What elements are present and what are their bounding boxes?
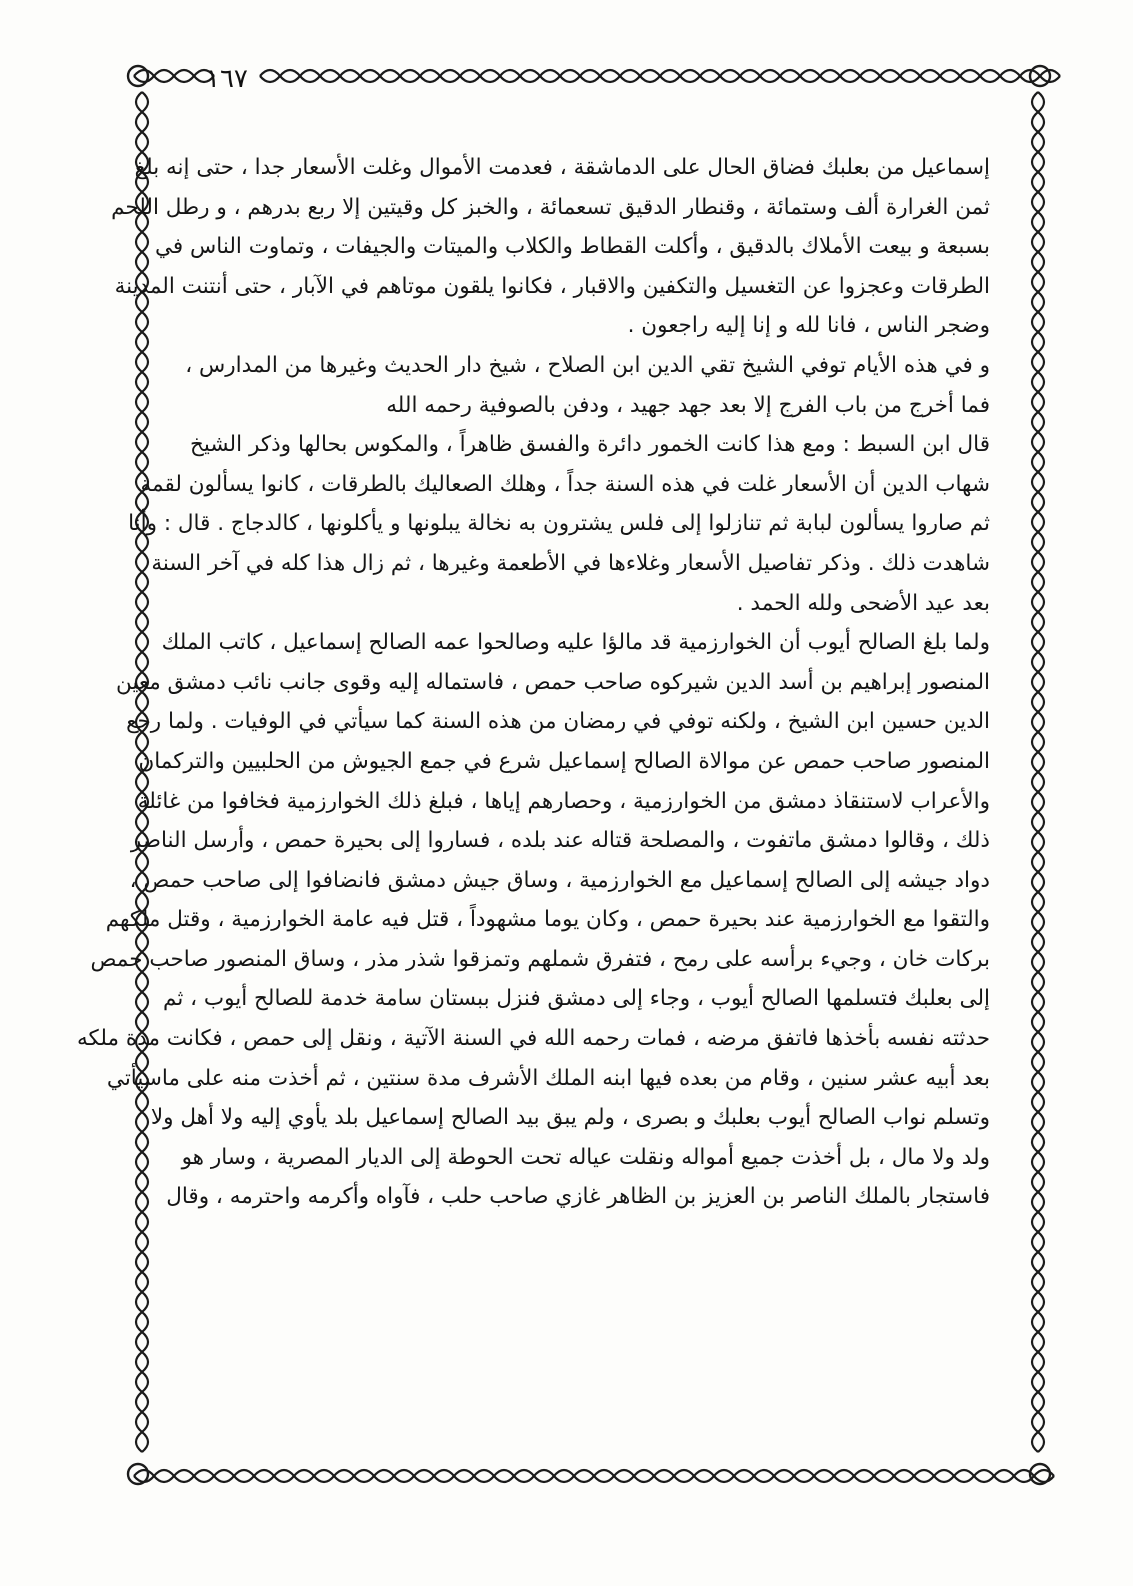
text-line: دواد جيشه إلى الصالح إسماعيل مع الخوارزمية ، وساق جيش دمشق فانضافوا إلى صاحب حمص ، [129,867,990,893]
border-chain-link [136,1332,148,1372]
text-line: ثمن الغرارة ألف وستمائة ، وقنطار الدقيق تسعمائة ، والخبز كل وقيتين إلا ربع بدرهم ، و رطل اللحم [111,194,990,220]
border-chain-link [1020,70,1060,82]
text-line: الدين حسين ابن الشيخ ، ولكنه توفي في رمضان من هذه السنة كما سيأتي في الوفيات . ولما رجع [126,709,990,735]
border-chain-link [660,70,700,82]
border-chain-link [1032,412,1044,452]
border-chain-link [1032,1012,1044,1052]
border-chain-link [1032,1372,1044,1412]
text-line: شاهدت ذلك . وذكر تفاصيل الأسعار وغلاءها في الأطعمة وغيرها ، ثم زال هذا كله في آخر السنة [151,550,990,576]
border-chain-link [580,70,620,82]
border-chain-link [136,1132,148,1172]
border-chain-link [540,70,580,82]
border-chain-link [780,70,820,82]
border-chain-link [1032,572,1044,612]
border-chain-link [136,1172,148,1212]
text-line: و في هذه الأيام توفي الشيخ تقي الدين ابن الصلاح ، شيخ دار الحديث وغيرها من المدارس ، [185,352,990,378]
border-chain-link [1032,932,1044,972]
border-chain-link [134,70,174,82]
border-chain-link [136,92,148,132]
border-chain-link [380,70,420,82]
border-chain-link [1032,772,1044,812]
border-chain-link [414,1470,454,1482]
text-line: والتقوا مع الخوارزمية عند بحيرة حمص ، وكان يوما مشهوداً ، قتل فيه عامة الخوارزمية ، وقتل ملكهم [105,907,990,933]
text-line: المنصور إبراهيم بن أسد الدين شيركوه صاحب حمص ، فاستماله إليه وقوى جانب نائب دمشق معين [115,669,990,695]
border-chain-link [1032,132,1044,172]
border-chain-link [136,1412,148,1452]
border-chain-link [1032,892,1044,932]
text-line: فما أخرج من باب الفرج إلا بعد جهد جهيد ، ودفن بالصوفية رحمه الله [386,392,990,418]
border-chain-link [860,70,900,82]
border-chain-link [136,412,148,452]
border-chain-link [136,612,148,652]
text-line: إسماعيل من بعلبك فضاق الحال على الدماشقة ، فعدمت الأموال وغلت الأسعار جدا ، حتى إنه بلغ [134,155,990,180]
border-chain-link [136,1292,148,1332]
border-corner-knot [128,66,148,86]
paragraph-3 [128,425,990,623]
border-chain-link [494,1470,534,1482]
border-chain-link [1032,292,1044,332]
border-chain-link [694,1470,734,1482]
border-chain-link [1032,1172,1044,1212]
border-chain-link [500,70,540,82]
border-chain-link [460,70,500,82]
border-chain-link [1032,452,1044,492]
border-chain-link [300,70,340,82]
border-chain-link [136,1212,148,1252]
border-chain-link [174,1470,214,1482]
border-chain-link [1032,1052,1044,1092]
border-chain-link [136,1372,148,1412]
text-line: قال ابن السبط : ومع هذا كانت الخمور دائرة والفسق ظاهراً ، والمكوس بحالها وذكر الشيخ [190,432,990,458]
border-chain-link [654,1470,694,1482]
border-chain-link [1032,612,1044,652]
border-chain-link [734,1470,774,1482]
border-chain-link [1032,332,1044,372]
text-line: بعد أبيه عشر سنين ، وقام من بعده فيها ابنه الملك الأشرف مدة سنتين ، ثم أخذت منه على ماسيأتي [106,1065,990,1091]
border-chain-link [774,1470,814,1482]
border-chain-link [894,1470,934,1482]
border-chain-link [940,70,980,82]
border-chain-link [1032,1252,1044,1292]
border-chain-link [1032,972,1044,1012]
border-chain-link [214,1470,254,1482]
border-chain-link [1032,372,1044,412]
text-line: الطرقات وعجزوا عن التغسيل والتكفين والاقبار ، فكانوا يلقون موتاهم في الآبار ، حتى أنتنت المدينة [114,273,990,299]
text-line: وتسلم نواب الصالح أيوب بعلبك و بصرى ، ولم يبق بيد الصالح إسماعيل بلد يأوي إليه ولا أهل ولا [150,1105,990,1131]
border-chain-link [1032,252,1044,292]
text-line: وضجر الناس ، فانا لله و إنا إليه راجعون . [627,313,990,339]
border-chain-link [294,1470,334,1482]
text-line: ولما بلغ الصالح أيوب أن الخوارزمية قد مالؤا عليه وصالحوا عمه الصالح إسماعيل ، كاتب الملك [161,630,990,656]
paragraph-4 [77,623,990,1217]
border-chain-link [820,70,860,82]
page-number: ١٦٧ [206,64,248,94]
text-line: ذلك ، وقالوا دمشق ماتفوت ، والمصلحة قتاله عند بلده ، فساروا إلى بحيرة حمص ، وأرسل الناصر [130,828,990,854]
border-chain-link [1032,852,1044,892]
text-line: والأعراب لاستنقاذ دمشق من الخوارزمية ، وحصارهم إياها ، فبلغ ذلك الخوارزمية فخافوا من غائلة [137,788,990,814]
text-line: بعد عيد الأضحى ولله الحمد . [736,590,990,616]
border-chain-link [374,1470,414,1482]
border-chain-link [136,1252,148,1292]
border-chain-link [254,1470,294,1482]
border-chain-link [1032,172,1044,212]
border-chain-link [136,332,148,372]
paragraph-2 [185,346,990,425]
border-chain-link [340,70,380,82]
border-chain-link [1032,532,1044,572]
border-chain-link [260,70,300,82]
border-chain-link [934,1470,974,1482]
text-line: ولد ولا مال ، بل أخذت جميع أمواله ونقلت عياله تحت الحوطة إلى الديار المصرية ، وسار هو [181,1144,990,1170]
border-chain-link [1032,732,1044,772]
border-chain-link [1032,1212,1044,1252]
text-line: بركات خان ، وجيء برأسه على رمح ، فتفرق شملهم وتمزقوا شذر مذر ، وساق المنصور صاحب حمص [90,946,990,972]
border-chain-link [420,70,460,82]
border-chain-link [614,1470,654,1482]
text-line: ثم صاروا يسألون لبابة ثم تنازلوا إلى فلس يشترون به نخالة يبلونها و يأكلونها ، كالدجاج . قال : وأنا [128,511,990,537]
border-chain-link [334,1470,374,1482]
border-chain-link [900,70,940,82]
border-chain-link [1032,92,1044,132]
border-chain-link [454,1470,494,1482]
text-line: فاستجار بالملك الناصر بن العزيز بن الظاهر غازي صاحب حلب ، فآواه وأكرمه واحترمه ، وقال [166,1184,990,1210]
border-chain-link [1032,1132,1044,1172]
border-chain-link [1032,812,1044,852]
border-chain-link [134,1470,174,1482]
text-line: المنصور صاحب حمص عن موالاة الصالح إسماعيل شرع في جمع الجيوش من الحلبيين والتركمان [138,748,990,774]
border-chain-link [1032,652,1044,692]
border-chain-link [1032,1332,1044,1372]
border-chain-link [574,1470,614,1482]
text-line: حدثته نفسه بأخذها فاتفق مرضه ، فمات رحمه الله في السنة الآتية ، ونقل إلى حمص ، فكانت مدة ملكه [77,1026,990,1052]
border-chain-link [1032,692,1044,732]
border-chain-link [854,1470,894,1482]
border-chain-link [980,70,1020,82]
border-chain-link [1032,492,1044,532]
border-chain-link [974,1470,1014,1482]
body-text [77,148,990,1217]
paragraph-1 [111,148,990,346]
border-chain-link [136,572,148,612]
border-chain-link [1032,1092,1044,1132]
border-chain-link [620,70,660,82]
text-line: بسبعة و بيعت الأملاك بالدقيق ، وأكلت القطاط والكلاب والميتات والجيفات ، وتماوت الناس في [155,234,990,260]
border-chain-link [814,1470,854,1482]
border-chain-link [740,70,780,82]
border-chain-link [700,70,740,82]
border-chain-link [534,1470,574,1482]
text-line: شهاب الدين أن الأسعار غلت في هذه السنة جداً ، وهلك الصعاليك بالطرقات ، كانوا يسألون لقمة [140,471,990,497]
text-line: إلى بعلبك فتسلمها الصالح أيوب ، وجاء إلى دمشق فنزل ببستان سامة خدمة للصالح أيوب ، ثم [163,986,990,1012]
border-chain-link [1032,1292,1044,1332]
border-chain-link [1032,1412,1044,1452]
border-chain-link [1032,212,1044,252]
border-chain-link [136,372,148,412]
